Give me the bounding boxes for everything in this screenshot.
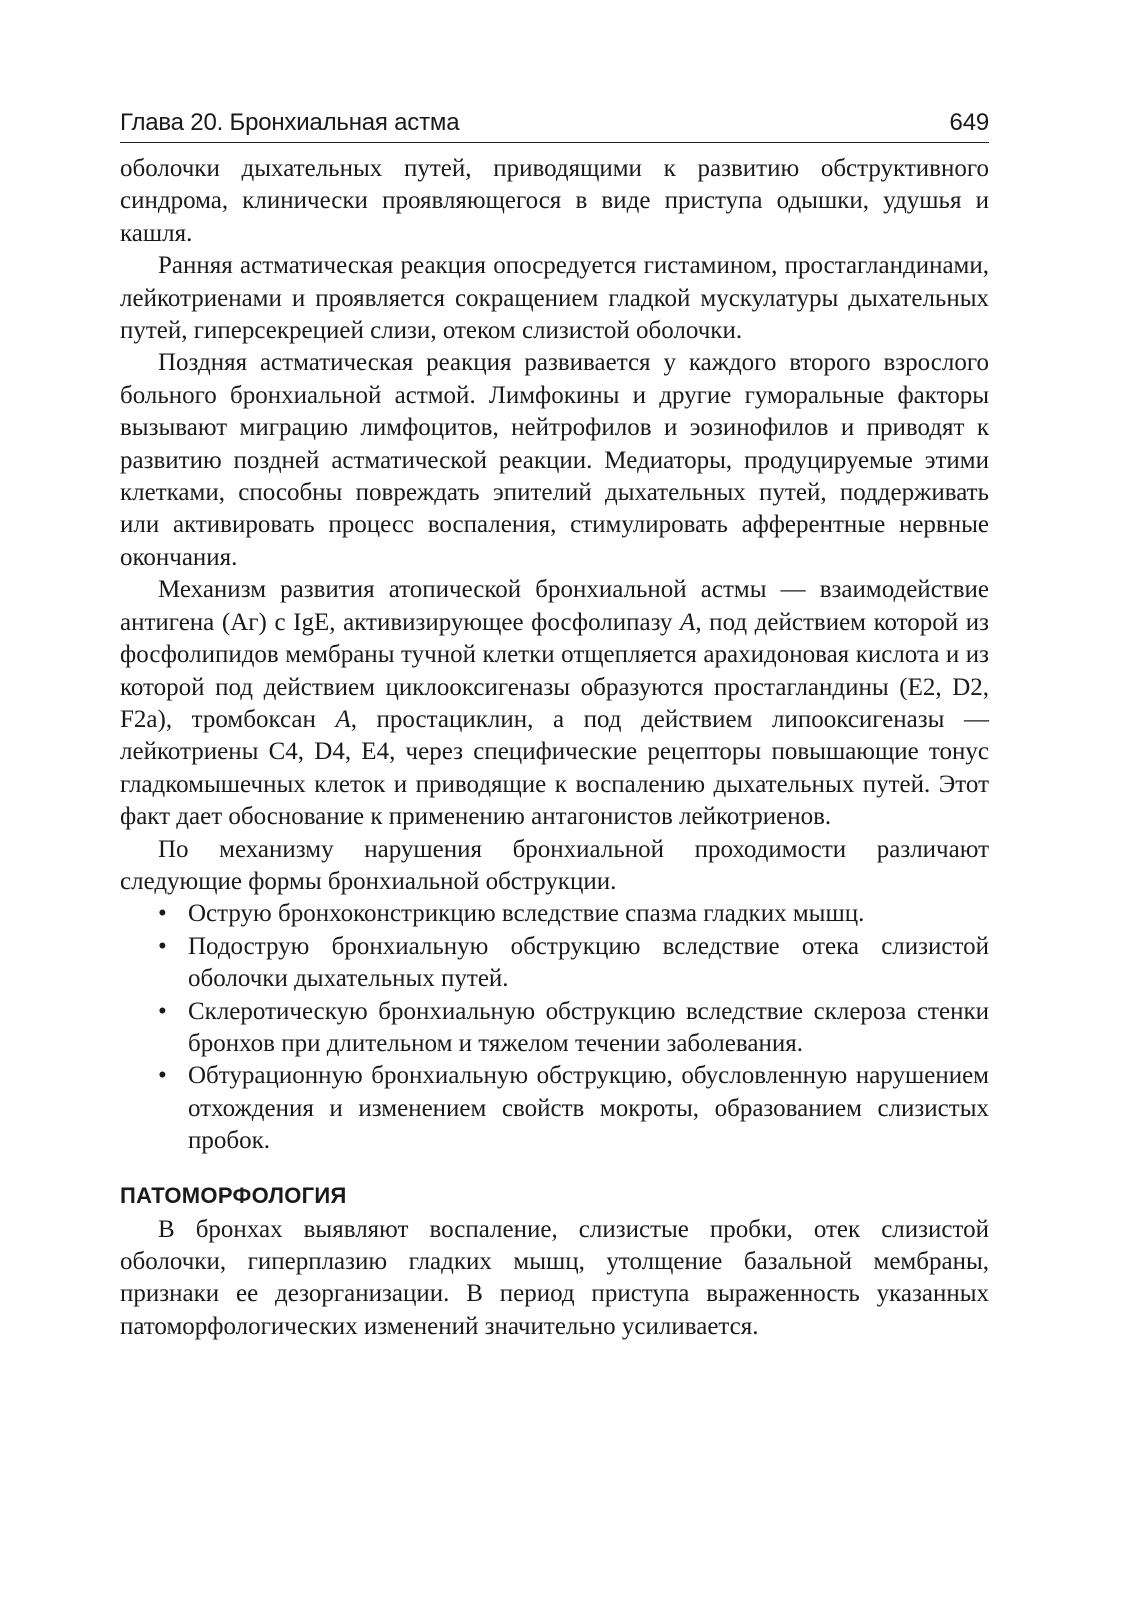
mechanism-text-2: , под действием которой из фосфолипидов мембраны тучной клетки отщепляется арахидоновая кислота и из которой под действием циклооксигеназы образуются простагландины (E2, D2, F2a), тромбоксан bbox=[120, 608, 989, 733]
obstruction-forms-list bbox=[120, 898, 989, 1157]
paragraph-continuation: оболочки дыхательных путей, приводящими к развитию обструктивного синдрома, клинически проявляющегося в виде приступа одышки, удушья и кашля. bbox=[120, 155, 989, 247]
list-item-text: Острую бронхоконстрикцию вследствие спазма гладких мышц. bbox=[188, 900, 865, 928]
running-header bbox=[120, 108, 989, 143]
book-page bbox=[120, 108, 989, 1343]
section-heading: ПАТОМОРФОЛОГИЯ bbox=[120, 1182, 347, 1208]
mechanism-text-3: , простациклин, а под действием липооксигеназы — лейкотриены C4, D4, E4, через специфические рецепторы повышающие тонус гладкомышечных клеток и приводящие к воспалению дыхательных путей. Этот факт дает обоснование к применению антагонистов лейкотриенов. bbox=[120, 705, 989, 831]
mechanism-italic-a-2: A bbox=[335, 705, 351, 733]
paragraph-late-reaction: Поздняя астматическая реакция развивается у каждого второго взрослого больного бронхиальной астмой. Лимфокины и другие гуморальные факторы вызывают миграцию лимфоцитов, нейтрофилов и эозинофилов и приводят к развитию поздней астматической реакции. Медиаторы, продуцируемые этими клетками, способны повреждать эпителий дыхательных путей, поддерживать или активировать процесс воспаления, стимулировать афферентные нервные окончания. bbox=[120, 349, 989, 571]
chapter-title: Глава 20. Бронхиальная астма bbox=[120, 109, 460, 136]
paragraph-pathomorphology: В бронхах выявляют воспаление, слизистые пробки, отек слизистой оболочки, гиперплазию гладких мышц, утолщение базальной мембраны, признаки ее дезорганизации. В период приступа выраженность указанных патоморфологических изменений значительно усиливается. bbox=[120, 1215, 989, 1340]
bullet-icon: • bbox=[158, 932, 167, 960]
list-item bbox=[120, 931, 989, 996]
bullet-icon: • bbox=[158, 900, 167, 928]
mechanism-italic-a-1: A bbox=[680, 608, 696, 636]
list-item-text: Подострую бронхиальную обструкцию вследствие отека слизистой оболочки дыхательных путей. bbox=[188, 932, 989, 993]
page-number: 649 bbox=[949, 109, 989, 136]
list-item bbox=[120, 996, 989, 1061]
mechanism-text-1: Механизм развития атопической бронхиальной астмы — взаимодействие антигена (Аг) с IgE, активизирующее фосфолипазу bbox=[120, 576, 989, 636]
list-item bbox=[120, 898, 989, 930]
list-item-text: Обтурационную бронхиальную обструкцию, обусловленную нарушением отхождения и изменением свойств мокроты, образованием слизистых пробок. bbox=[188, 1062, 989, 1155]
list-item bbox=[120, 1060, 989, 1157]
bullet-icon: • bbox=[158, 997, 167, 1025]
paragraph-obstruction-forms: По механизму нарушения бронхиальной проходимости различают следующие формы бронхиальной обструкции. bbox=[120, 835, 989, 895]
main-text bbox=[120, 153, 989, 1343]
bullet-icon: • bbox=[158, 1062, 167, 1090]
paragraph-early-reaction: Ранняя астматическая реакция опосредуется гистамином, простагландинами, лейкотриенами и проявляется сокращением гладкой мускулатуры дыхательных путей, гиперсекрецией слизи, отеком слизистой оболочки. bbox=[120, 252, 989, 345]
paragraph-mechanism bbox=[120, 574, 989, 833]
list-item-text: Склеротическую бронхиальную обструкцию вследствие склероза стенки бронхов при длительном и тяжелом течении заболевания. bbox=[188, 997, 989, 1057]
